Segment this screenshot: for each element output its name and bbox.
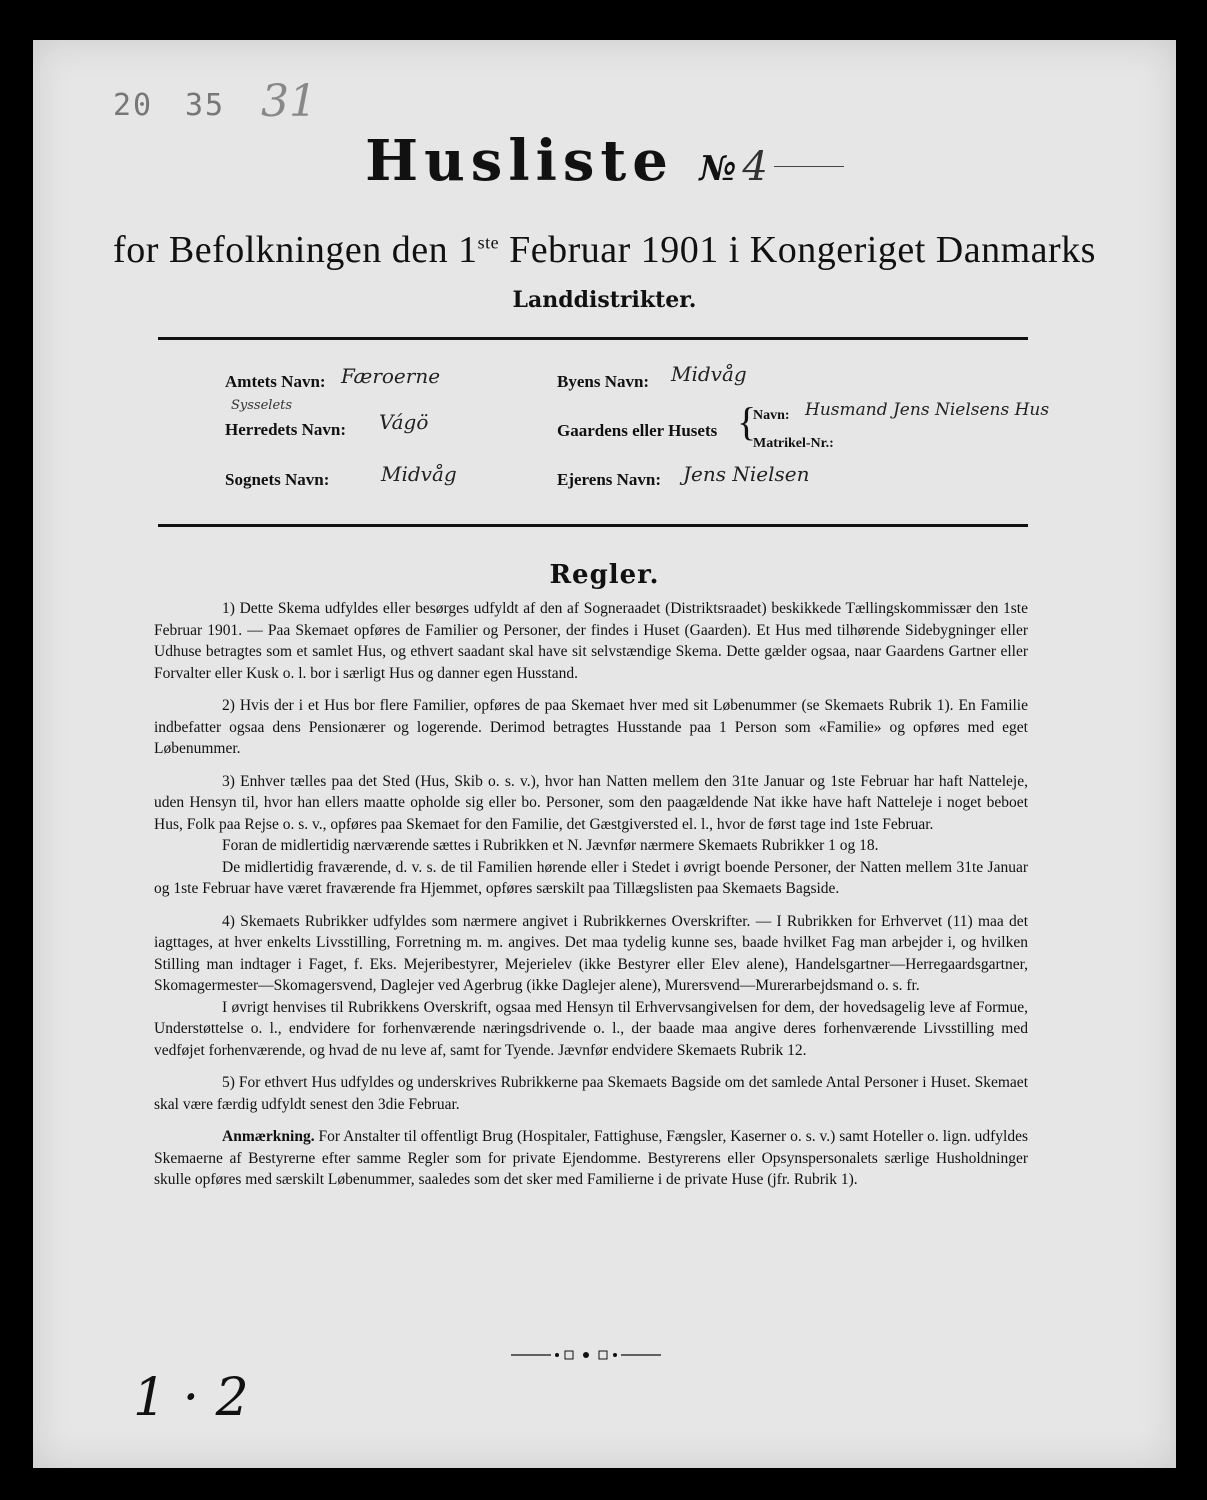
herred-value: Vágö [379,410,429,434]
rule-3: 3) Enhver tælles paa det Sted (Hus, Skib o. s. v.), hvor han Natten mellem den 31te Januar og 1ste Februar har haft Natteleje, uden Hensyn til, hvor han ellers maatte opholde sig eller bo. Personer, som den paagældende Nat ikke have haft Natteleje i noget beboet Hus, Folk paa Rejse o. s. v., opføres paa Skemaet for den Familie, det Gæstgiversted el. l., hvor de først tage ind 1ste Februar. [154,772,1028,833]
navn-label: Navn: [753,408,790,423]
form-subtitle [33,228,1176,272]
by-label: Byens Navn: [557,372,650,391]
form-number-prefix: № [699,149,743,189]
ornament-divider [511,1348,661,1362]
form-subtitle-districts: Landdistrikter. [512,287,697,313]
amt-value: Færoerne [341,364,441,388]
form-title-row [33,128,1176,194]
rule-4-continued: I øvrigt henvises til Rubrikkens Overskrift, ogsaa med Hensyn til Erhvervsangivelsen for dem, der hovedsagelig leve af Formue, Understøttelse o. l., endvidere for forhenværende næringsdrivende o. l., der baade maa angive deres forhenværende Livsstilling med vedføjet forhenværende, og hvad de nu leve af, samt for Tyende. Jævnfør endvidere Skemaets Rubrik 12. [154,998,1028,1059]
rules-body [154,598,1028,1202]
rule-1: 1) Dette Skema udfyldes eller besørges udfyldt af den af Sogneraadet (Distriktsraadet) beskikkede Tællingskommissær den 1ste Februar 1901. — Paa Skemaet opføres de Familier og Personer, der findes i Huset (Gaarden). Et Hus med tilhørende Sidebygninger eller Udhuse betragtes som et samlet Hus, og ethvert saadant skal have sit selvstændige Skema. Dette gælder ogsaa, naar Gaardens Gartner eller Forvalter eller Kusk o. l. bor i særligt Hus og danner egen Husstand. [154,600,1028,682]
by-value: Midvåg [671,362,747,386]
rule-5: 5) For ethvert Hus udfyldes og underskrives Rubrikkerne paa Skemaets Bagside om det samlede Antal Personer i Huset. Skemaet skal være færdig udfyldt senest den 3die Februar. [154,1074,1028,1113]
subtitle-pre: for Befolkningen den 1 [113,229,478,271]
rules-heading: Regler. [549,560,660,590]
ejer-value: Jens Nielsen [683,462,810,486]
rule-2: 2) Hvis der i et Hus bor flere Familier, opføres de paa Skemaet hver med sit Løbenummer (se Skemaets Rubrik 1). En Familie indbefatter ogsaa dens Pensionærer og logerende. Derimod betragtes Husstande paa 1 Person som «Familie» og opføres med eget Løbenummer. [154,697,1028,757]
stamp-number-a: 20 [113,88,154,123]
amt-label: Amtets Navn: [225,372,326,391]
form-title: Husliste [365,128,674,194]
note-label: Anmærkning. [222,1128,315,1145]
navn-value: Husmand Jens Nielsens Hus [805,400,1050,420]
handwritten-stamp-number: 31 [261,76,317,127]
top-divider [158,337,1028,340]
sogn-value: Midvåg [381,462,457,486]
herred-annotation: Sysselets [231,398,293,413]
rule-4: 4) Skemaets Rubrikker udfyldes som nærmere angivet i Rubrikkernes Overskrifter. — I Rubrikken for Erhvervet (11) maa det iagttages, at hver enkelts Livsstilling, Forretning m. m. angives. Det maa tydelig kunne ses, baade hvilket Fag man arbejder i, og hvilken Stilling man indtager i Faget, f. Eks. Mejeribestyrer, Mejerielev (ikke Bestyrer eller Elev alene), Handelsgartner—Herregaardsgartner, Skomagermester—Skomagersvend, Daglejer ved Agerbrug (ikke Daglejer alene), Murersvend—Murerarbejdsmand o. s. fr. [154,912,1028,994]
brace: { [737,399,757,444]
note-text: For Anstalter til offentligt Brug (Hospitaler, Fattighuse, Fængsler, Kaserner o. s. v.) samt Hoteller o. lign. udfyldes Skemaerne af Bestyrerne efter samme Regler som for private Ejendomme. Bestyrerens eller Opsynspersonalets særlige Husholdninger skulle opføres med særskilt Løbenummer, saaledes som det sker med Familierne i de private Huse (jfr. Rubrik 1). [154,1128,1028,1188]
stamp-number-b: 35 [185,88,226,123]
handwritten-page-number: 1 · 2 [133,1368,249,1428]
subtitle-sup: ste [477,232,500,253]
form-number: 4 [742,144,774,190]
fields-divider [158,524,1028,527]
ejer-label: Ejerens Navn: [557,470,662,489]
sogn-label: Sognets Navn: [225,470,330,489]
subtitle-post: Februar 1901 i Kongeriget Danmarks [499,229,1096,271]
herred-label: Herredets Navn: [225,420,347,439]
note [154,1126,1028,1191]
rule-3-absent: De midlertidig fraværende, d. v. s. de til Familien hørende eller i Stedet i øvrigt boende Personer, der Natten mellem 31te Januar og 1ste Februar have været fraværende fra Hjemmet, opføres særskilt paa Tillægslisten paa Skemaets Bagside. [154,858,1028,897]
matrikel-label: Matrikel-Nr.: [753,436,834,451]
rule-3-note-n: Foran de midlertidig nærværende sættes i Rubrikken et N. Jævnfør nærmere Skemaets Rubrikker 1 og 18. [222,837,879,854]
gaard-label: Gaardens eller Husets [557,421,718,440]
census-form-page [33,40,1176,1468]
